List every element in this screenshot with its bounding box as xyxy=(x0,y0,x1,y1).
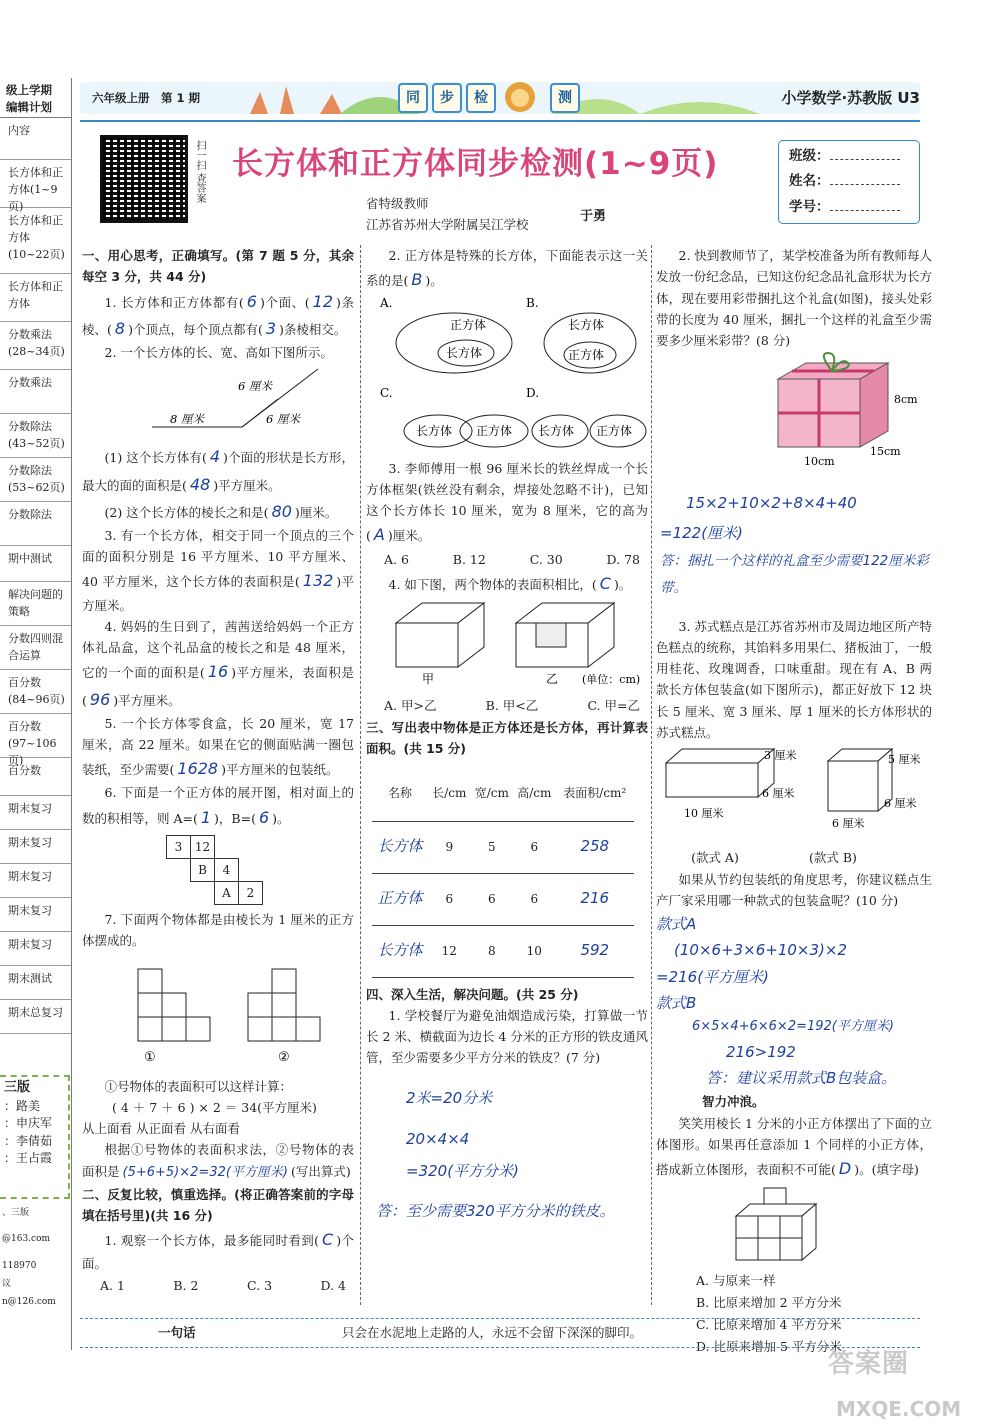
figure-label: 10 厘米 xyxy=(684,807,724,820)
style-b-label: (款式 B) xyxy=(809,850,857,866)
option[interactable]: C. 比原来增加 4 平方分米 xyxy=(696,1317,842,1333)
answer: D xyxy=(838,1159,852,1178)
publisher-extra-line: 议 xyxy=(2,1279,12,1290)
option[interactable]: B. 甲<乙 xyxy=(485,698,539,714)
option[interactable]: B. 12 xyxy=(452,551,486,567)
table-row xyxy=(372,873,634,925)
tag-box: 同 xyxy=(398,83,428,113)
schedule-cell: 百分数 xyxy=(0,758,71,796)
answer: 8 xyxy=(114,318,126,338)
q7-note: ①号物体的表面积可以这样计算： xyxy=(104,1078,293,1094)
table-row xyxy=(372,925,634,977)
q7-question: 根据①号物体的表面积求法，②号物体的表面积是 (5+6+5)×2=32(平方厘米) (写出算式) xyxy=(82,1142,354,1180)
publisher-box xyxy=(0,1075,70,1199)
cuboid-dimension-figure xyxy=(82,363,354,437)
solids-table xyxy=(372,765,634,978)
answer: 80 xyxy=(271,501,292,521)
schedule-cell: 百分数(84~96页) xyxy=(0,670,71,714)
schedule-cell: 分数除法(53~62页) xyxy=(0,458,71,502)
tag-box: 检 xyxy=(466,83,496,113)
table-cell: 正方体 xyxy=(372,873,428,925)
publisher-extra xyxy=(2,1208,68,1308)
work-line: 款式A xyxy=(656,915,697,933)
section-3-heading: 三、写出表中物体是正方体还是长方体，再计算表面积。(共 15 分) xyxy=(366,719,648,756)
figure-label: 10cm xyxy=(804,455,835,469)
net-cell: A xyxy=(215,881,239,904)
author-school: 江苏省苏州大学附属吴江学校 xyxy=(366,216,529,232)
style-a-label: (款式 A) xyxy=(691,850,739,866)
schedule-cell: 期末复习 xyxy=(0,898,71,932)
table-header-row xyxy=(372,765,634,821)
net-cell: 2 xyxy=(239,881,263,904)
work-line: 15×2+10×2+8×4+40 xyxy=(686,493,857,512)
table-cell: 258 xyxy=(556,821,634,873)
grade-label: 六年级上册 第 1 期 xyxy=(92,91,201,105)
section-1-heading: 一、用心思考，正确填写。(第 7 题 5 分，其余每空 3 分，共 44 分) xyxy=(82,248,354,285)
solids-comparison-figure xyxy=(366,597,648,689)
choice-options xyxy=(366,549,648,570)
table-cell: 6 xyxy=(471,873,514,925)
schedule-cell: 长方体和正方体 xyxy=(0,274,71,322)
problem-2-work xyxy=(656,482,932,602)
option[interactable]: B. 2 xyxy=(173,1277,199,1293)
problem-2: 2. 快到教师节了，某学校准备为所有教师每人发放一份纪念品，已知这份纪念品礼盒形状为长方体，现在要用彩带捆扎这个礼盒(如图)，接头处彩带的长度为 40 厘米，捆扎一个这样的礼盒至少需要多少厘米彩带？(8 分) xyxy=(656,248,932,348)
brain-teaser-question: 笑笑用棱长 1 分米的小正方体摆出了下面的立体图形。如果再任意添加 1 个同样的小正方体，搭成新立体图形，表面积不可能( D )。(填字母) xyxy=(656,1115,932,1178)
table-cell: 9 xyxy=(428,821,471,873)
answer: C xyxy=(599,573,611,593)
answer: 16 xyxy=(207,662,229,682)
option[interactable]: B. 比原来增加 2 平方分米 xyxy=(696,1295,842,1311)
publisher-extra-line: 、三版 xyxy=(2,1208,30,1218)
figure-label: 5 厘米 xyxy=(888,753,921,766)
venn-options-figure xyxy=(366,293,648,451)
figure-label: D. xyxy=(526,386,540,401)
figure-label: C. xyxy=(380,386,393,401)
column-1 xyxy=(82,245,354,1296)
choice-question-4: 4. 如下图，两个物体的表面积相比，( C )。 xyxy=(388,573,632,593)
schedule-cell: 期中测试 xyxy=(0,546,71,582)
section-4-heading: 四、深入生活，解决问题。(共 25 分) xyxy=(366,986,579,1002)
schedule-cell: 期末复习 xyxy=(0,932,71,966)
answer: 6 xyxy=(258,807,270,827)
fill-question-3: 3. 有一个长方体，相交于同一个顶点的三个面的面积分别是 16 平方厘米、10 平方厘米、40 平方厘米，这个长方体的表面积是( 132 )平方厘米。 xyxy=(82,527,354,613)
schedule-cell: 分数四则混合运算 xyxy=(0,626,71,670)
schedule-cell: 分数乘法(28~34页) xyxy=(0,322,71,370)
footer-bar xyxy=(80,1318,920,1348)
choice-question-2: 2. 正方体是特殊的长方体，下面能表示这一关系的是( B )。 xyxy=(366,248,648,290)
option[interactable]: C. 3 xyxy=(247,1277,273,1293)
figure-label: 正方体 xyxy=(596,424,633,439)
answer: 48 xyxy=(189,474,211,494)
table-cell: 592 xyxy=(556,925,634,977)
option[interactable]: C. 30 xyxy=(529,551,563,567)
option[interactable]: A. 甲>乙 xyxy=(384,698,437,714)
choice-options xyxy=(82,1275,354,1296)
problem-3: 3. 苏式糕点是江苏省苏州市及周边地区所产特色糕点的统称，其馅料多用果仁、猪板油丁，一般用桂花、玫瑰调香，口味重甜。现在有 A、B 两款长方体包装盒(如下图所示)，都正好放下 12 块长 5 厘米、宽 3 厘米、厚 1 厘米的长方体形状的苏式糕点。 xyxy=(656,618,932,740)
schedule-cell: 解决问题的策略 xyxy=(0,582,71,626)
answer: C xyxy=(322,1230,334,1250)
table-cell: 216 xyxy=(556,873,634,925)
author-name: 于勇 xyxy=(580,209,607,224)
dim-label-6cm-a: 6 厘米 xyxy=(238,379,272,394)
figure-label: 6 厘米 xyxy=(832,817,865,830)
schedule-cell: 百分数(97~106页) xyxy=(0,714,71,758)
net-cell: B xyxy=(191,858,215,881)
page-title: 长方体和正方体同步检测(1~9页) xyxy=(232,146,719,182)
figure-label: 甲 xyxy=(422,672,435,687)
work-line: =122(厘米) xyxy=(660,523,743,542)
watermark-url: MXQE.COM xyxy=(836,1397,962,1421)
fill-question-7: 7. 下面两个物体都是由棱长为 1 厘米的正方体摆成的。 xyxy=(82,911,354,949)
tag-box: 步 xyxy=(432,83,462,113)
answer: 132 xyxy=(302,571,334,591)
schedule-cell: 期末复习 xyxy=(0,830,71,864)
id-field[interactable] xyxy=(789,195,909,220)
answer: 12 xyxy=(312,291,334,311)
student-info-box xyxy=(778,140,920,224)
dim-label-6cm-b: 6 厘米 xyxy=(266,412,300,427)
figure-label: ① xyxy=(144,1050,156,1066)
fill-question-2-part2: (2) 这个长方体的棱长之和是( 80 )厘米。 xyxy=(104,501,338,521)
id-label: 学号： xyxy=(789,198,830,215)
choice-options xyxy=(366,695,648,716)
dim-label-8cm: 8 厘米 xyxy=(170,412,204,427)
column-3 xyxy=(656,245,932,1358)
fill-question-5: 5. 一个长方体零食盒，长 20 厘米，宽 17 厘米，高 22 厘米。如果在它的侧面贴满一圈包装纸，至少需要( 1628 )平方厘米的包装纸。 xyxy=(82,715,354,779)
publisher-extra-line: n@126.com xyxy=(2,1296,56,1307)
schedule-header-line: 级上学期 xyxy=(6,83,52,97)
schedule-cell: 分数除法(43~52页) xyxy=(0,414,71,458)
column-2 xyxy=(366,245,648,1223)
publisher-extra-line: 118970 xyxy=(2,1261,37,1272)
schedule-cell: 长方体和正方体(1~9页) xyxy=(0,160,71,208)
schedule-cell: 期末复习 xyxy=(0,864,71,898)
name-field[interactable] xyxy=(789,169,909,194)
tag-box: 测 xyxy=(550,83,580,113)
answer: A xyxy=(373,525,385,545)
net-cell: 3 xyxy=(167,835,191,858)
schedule-header-line: 编辑计划 xyxy=(6,99,52,114)
package-styles xyxy=(656,847,932,868)
work-line: (10×6+3×6+10×3)×2 xyxy=(674,941,848,960)
work-line: 2米=20分米 xyxy=(406,1088,493,1107)
choice-question-1: 1. 观察一个长方体，最多能同时看到( C )个面。 xyxy=(82,1230,354,1272)
answer: B xyxy=(411,270,423,290)
packaging-boxes-figure xyxy=(656,743,932,841)
problem-3-work xyxy=(656,911,932,1091)
publisher-extra-line: @163.com xyxy=(2,1233,51,1244)
problem-3-question: 如果从节约包装纸的角度思考，你建议糕点生产厂家采用哪一种款式的包装盒呢？(10 分) xyxy=(656,871,932,908)
author-block xyxy=(366,194,529,235)
answer: 1 xyxy=(200,807,212,827)
figure-label: 长方体 xyxy=(538,424,575,439)
figure-label: 正方体 xyxy=(450,318,487,333)
column-divider xyxy=(651,245,652,1305)
column-header: 名称 xyxy=(372,765,428,821)
header-banner xyxy=(80,80,920,116)
table-row xyxy=(372,821,634,873)
schedule-cell: 内容 xyxy=(0,118,71,160)
answer: 6 xyxy=(246,291,257,311)
figure-label: 3 厘米 xyxy=(764,749,797,762)
figure-label: 长方体 xyxy=(446,346,483,361)
answer: 96 xyxy=(89,689,111,709)
header-rule xyxy=(80,120,920,122)
figure-label: 长方体 xyxy=(416,424,453,439)
option[interactable]: A. 6 xyxy=(384,551,409,567)
q7-formula: ( 4 ＋ 7 ＋ 6 ) × 2 ＝ 34(平方厘米) xyxy=(112,1099,317,1115)
net-cell: 4 xyxy=(215,858,239,881)
table-cell: 8 xyxy=(471,925,514,977)
schedule-cell: 分数除法 xyxy=(0,502,71,546)
net-cell: 12 xyxy=(191,835,215,858)
work-line: 6×5×4+6×6×2=192(平方厘米) xyxy=(692,1019,894,1034)
table-cell: 长方体 xyxy=(372,925,428,977)
option[interactable]: D. 4 xyxy=(320,1277,346,1293)
table-cell: 10 xyxy=(513,925,556,977)
fill-question-6: 6. 下面是一个正方体的展开图，相对面上的数的积相等，则 A=( 1 )，B=( 6 )。 xyxy=(82,785,354,827)
problem-1-answer: 答：至少需要320平方分米的铁皮。 xyxy=(376,1202,615,1221)
schedule-cell: 期末复习 xyxy=(0,796,71,830)
class-field[interactable] xyxy=(789,144,909,169)
footer-label: 一句话 xyxy=(158,1325,196,1340)
option[interactable]: A. 与原来一样 xyxy=(696,1273,776,1289)
schedule-cell: 期末总复习 xyxy=(0,1000,71,1034)
column-header: 宽/cm xyxy=(471,765,514,821)
figure-label: 正方体 xyxy=(476,424,513,439)
figure-label: 6 厘米 xyxy=(762,787,795,800)
figure-label: 6 厘米 xyxy=(884,797,917,810)
brain-teaser-title: 智力冲浪。 xyxy=(702,1094,765,1110)
qr-caption: 扫一扫 查答案 xyxy=(194,140,205,204)
figure-label: 8cm xyxy=(894,393,918,407)
publisher-line: ：路美 xyxy=(4,1098,41,1113)
table-cell: 长方体 xyxy=(372,821,428,873)
author-title: 省特级教师 xyxy=(366,196,429,211)
figure-label: B. xyxy=(526,296,539,311)
section-2-heading: 二、反复比较，慎重选择。(将正确答案前的字母填在括号里)(共 16 分) xyxy=(82,1186,354,1223)
option[interactable]: D. 比原来增加 5 平方分米 xyxy=(696,1339,842,1355)
gift-box-figure xyxy=(656,351,932,475)
work-line: =216(平方厘米) xyxy=(656,967,769,986)
work-line: =320(平方分米) xyxy=(406,1161,519,1180)
table-cell: 5 xyxy=(471,821,514,873)
column-header: 高/cm xyxy=(513,765,556,821)
option[interactable]: A. 1 xyxy=(100,1277,125,1293)
column-divider xyxy=(360,245,361,1305)
schedule-cell: 长方体和正方体(10~22页) xyxy=(0,208,71,274)
q7-views: 从上面看 从正面看 从右面看 xyxy=(82,1121,240,1137)
watermark-logo: 答案圈 xyxy=(828,1349,910,1379)
figure-label: 正方体 xyxy=(568,348,605,363)
figure-label: (单位：cm) xyxy=(582,673,641,687)
brain-teaser-cubes-figure xyxy=(656,1182,932,1264)
table-cell: 6 xyxy=(513,873,556,925)
name-label: 姓名： xyxy=(789,173,830,190)
answer: 1628 xyxy=(177,759,219,779)
table-cell: 12 xyxy=(428,925,471,977)
problem-1-work xyxy=(366,1069,648,1188)
publisher-line: ：申庆军 xyxy=(4,1116,53,1131)
option[interactable]: D. 78 xyxy=(606,551,640,567)
answer: 4 xyxy=(209,447,221,467)
work-line: 答：捆扎一个这样的礼盒至少需要122厘米彩带。 xyxy=(660,552,929,596)
problem-1: 1. 学校餐厅为避免油烟造成污染，打算做一节长 2 米、横截面为边长 4 分米的正方形的铁皮通风管，至少需要多少平方分米的铁皮？(7 分) xyxy=(366,1007,648,1066)
footer-motto: 只会在水泥地上走路的人，永远不会留下深深的脚印。 xyxy=(342,1325,643,1340)
schedule-header xyxy=(0,78,71,118)
publisher-title: 三版 xyxy=(4,1080,31,1095)
work-line: 款式B xyxy=(656,993,697,1012)
work-line: 答：建议采用款式B包装盒。 xyxy=(706,1069,897,1087)
answer: 3 xyxy=(265,318,277,338)
cube-net-table xyxy=(166,835,263,905)
figure-label: A. xyxy=(380,296,393,311)
figure-label: 15cm xyxy=(870,445,901,459)
column-header: 长/cm xyxy=(428,765,471,821)
figure-label: ② xyxy=(278,1050,290,1066)
figure-label: 乙 xyxy=(546,672,559,687)
work-line: 216>192 xyxy=(726,1042,796,1061)
table-cell: 6 xyxy=(513,821,556,873)
subject-label: 小学数学·苏教版 U3 xyxy=(781,89,920,107)
schedule-cell: 分数乘法 xyxy=(0,370,71,414)
publisher-line: ：王占霞 xyxy=(4,1151,53,1166)
fill-question-1: 1. 长方体和正方体都有( 6 )个面、( 12 )条棱、( 8 )个顶点，每个顶点都有( 3 )条棱相交。 xyxy=(82,291,354,338)
work-line: 20×4×4 xyxy=(406,1130,470,1149)
class-label: 班级： xyxy=(789,148,830,164)
publisher-line: ：李倩茹 xyxy=(4,1133,53,1148)
fill-question-2: 2. 一个长方体的长、宽、高如下图所示。 xyxy=(104,344,333,360)
choice-question-3: 3. 李师傅用一根 96 厘米长的铁丝焊成一个长方体框架(铁丝没有剩余，焊接处忽略不计)，已知这个长方体长 10 厘米，宽为 8 厘米，它的高为( A )厘米。 xyxy=(366,460,648,545)
qr-code-icon[interactable] xyxy=(100,135,188,223)
column-header: 表面积/cm² xyxy=(556,765,634,821)
option[interactable]: C. 甲=乙 xyxy=(587,698,640,714)
schedule-cells xyxy=(0,118,71,1034)
table-cell: 6 xyxy=(428,873,471,925)
cube-stacks-figure xyxy=(82,951,354,1069)
fill-question-2-part1: (1) 这个长方体有( 4 )个面的形状是长方形，最大的面的面积是( 48 )平方厘米。 xyxy=(82,447,354,494)
answer: (5+6+5)×2=32(平方厘米) xyxy=(122,1164,288,1180)
schedule-cell: 期末测试 xyxy=(0,966,71,1000)
figure-label: 长方体 xyxy=(568,318,605,333)
fill-question-4: 4. 妈妈的生日到了，茜茜送给妈妈一个正方体礼品盒，这个礼品盒的棱长之和是 48 厘米，它的一个面的面积是( 16 )平方厘米，表面积是( 96 )平方厘米。 xyxy=(82,618,354,709)
